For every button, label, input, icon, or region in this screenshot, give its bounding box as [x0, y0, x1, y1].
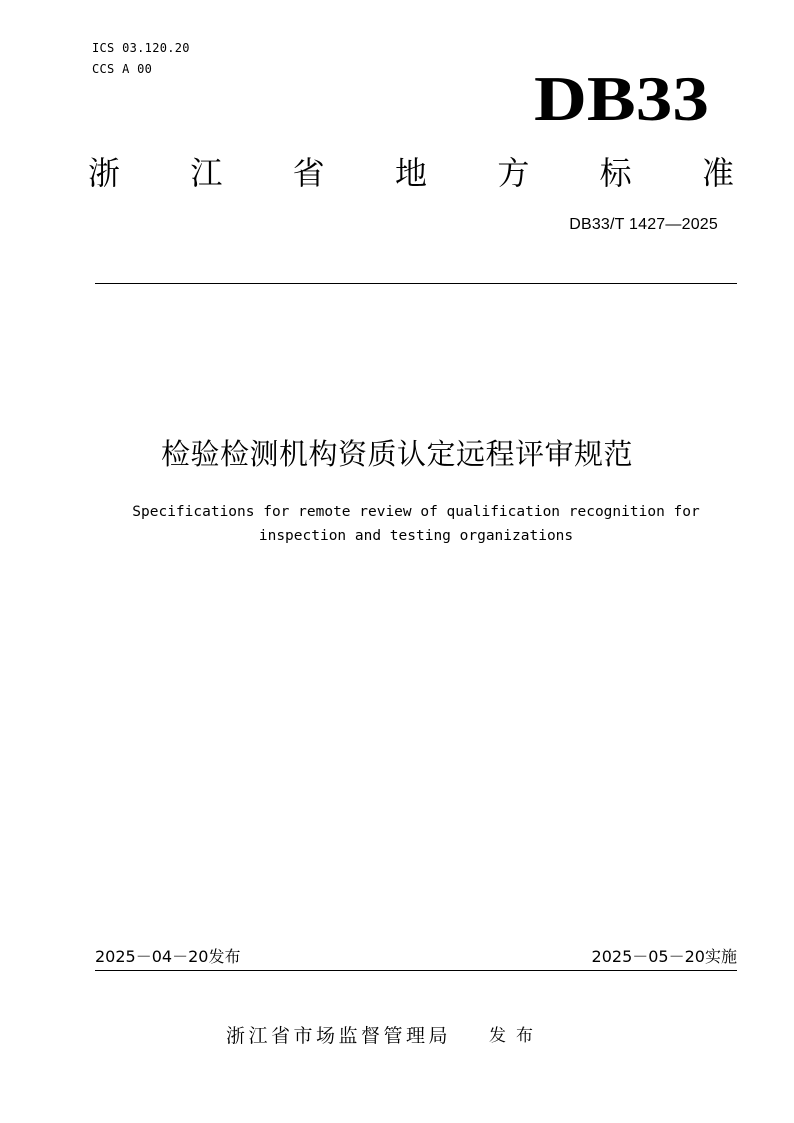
- implement-date-block: [592, 946, 737, 968]
- implement-label: 实施: [704, 947, 737, 966]
- english-title-line-1: Specifications for remote review of qualification recognition for: [132, 504, 700, 520]
- issuer-block: [226, 1023, 543, 1049]
- ccs-code: CCS A 00: [92, 62, 153, 76]
- heading-char: 省: [292, 154, 325, 192]
- ics-code: ICS 03.120.20: [92, 41, 190, 55]
- implement-date: 2025－05－20: [591, 947, 705, 966]
- heading-char: 标: [599, 154, 632, 192]
- db33-logo: [534, 62, 724, 142]
- heading-char: 江: [190, 154, 223, 192]
- issuer-action: 发布: [489, 1026, 544, 1046]
- english-title-line-2: inspection and testing organizations: [258, 528, 574, 544]
- bottom-divider: [95, 970, 737, 971]
- publish-label: 发布: [208, 947, 241, 966]
- classification-codes: [92, 38, 190, 80]
- publish-date-block: [95, 946, 240, 968]
- province-standard-heading: [88, 150, 734, 196]
- issuer-name: 浙江省市场监督管理局: [226, 1025, 452, 1047]
- publish-date: 2025－04－20: [95, 947, 209, 966]
- heading-char: 浙: [88, 154, 121, 192]
- document-title-chinese: 检验检测机构资质认定远程评审规范: [160, 437, 633, 471]
- heading-char: 准: [701, 154, 734, 192]
- db33-logo-text: DB33: [534, 63, 709, 134]
- standard-number: DB33/T 1427—2025: [569, 216, 718, 233]
- heading-char: 地: [394, 154, 427, 192]
- top-divider: [95, 283, 737, 284]
- heading-char: 方: [497, 154, 530, 192]
- document-title-english: [95, 500, 737, 548]
